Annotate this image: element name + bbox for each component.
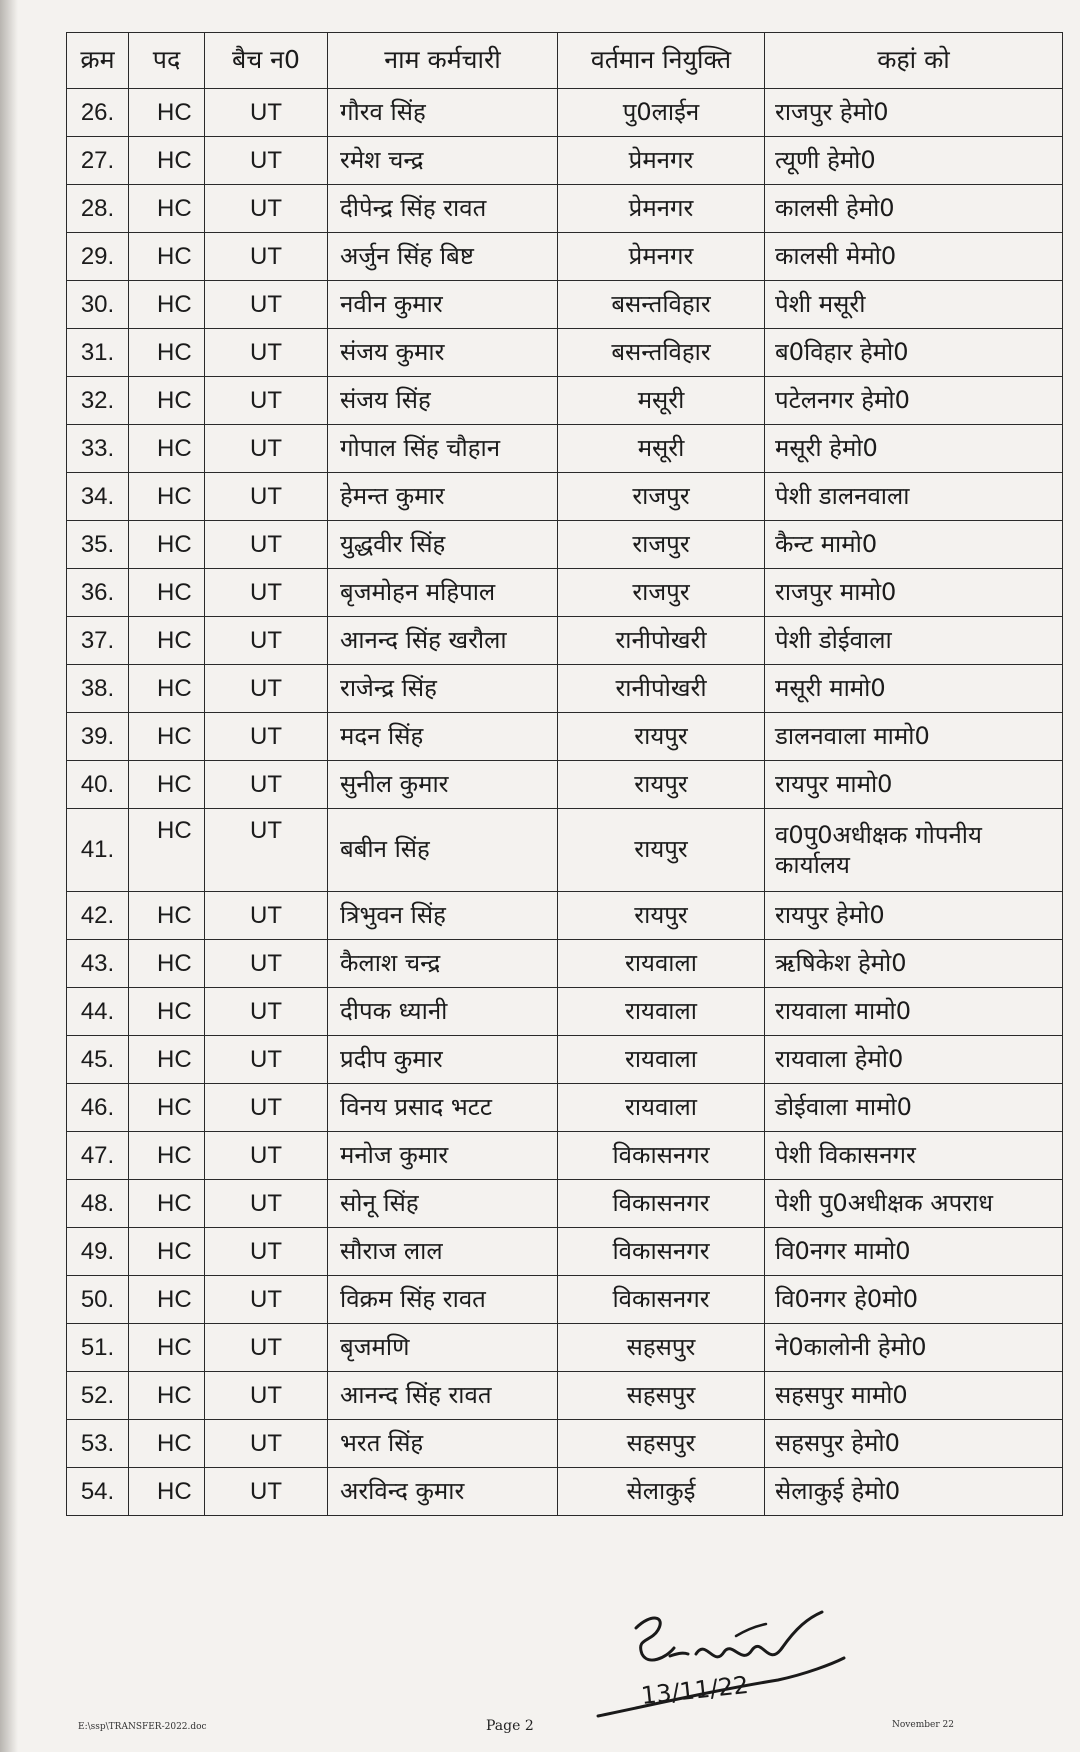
cell-serial: 33. [67,425,129,473]
header-serial: क्रम [67,33,129,89]
table-row [67,425,1063,473]
cell-batch: UT [205,569,328,617]
cell-current-posting: सहसपुर [558,1420,765,1468]
cell-destination: ब0विहार हेमो0 [765,329,1063,377]
cell-current-posting: विकासनगर [558,1276,765,1324]
cell-post: HC [129,473,205,521]
table-row [67,281,1063,329]
cell-employee-name: संजय सिंह [328,377,558,425]
cell-post: HC [129,329,205,377]
cell-current-posting: रानीपोखरी [558,665,765,713]
cell-serial: 28. [67,185,129,233]
cell-batch: UT [205,1180,328,1228]
cell-employee-name: आनन्द सिंह रावत [328,1372,558,1420]
cell-serial: 51. [67,1324,129,1372]
cell-batch: UT [205,761,328,809]
cell-current-posting: रानीपोखरी [558,617,765,665]
cell-post: HC [129,521,205,569]
cell-employee-name: भरत सिंह [328,1420,558,1468]
cell-post: HC [129,137,205,185]
cell-employee-name: रमेश चन्द्र [328,137,558,185]
cell-batch: UT [205,1276,328,1324]
cell-current-posting: मसूरी [558,377,765,425]
table-row [67,761,1063,809]
cell-batch: UT [205,281,328,329]
cell-current-posting: प्रेमनगर [558,233,765,281]
cell-current-posting: पु0लाईन [558,89,765,137]
table-row [67,1180,1063,1228]
cell-destination: पेशी मसूरी [765,281,1063,329]
footer-page-number: Page 2 [486,1718,534,1734]
cell-employee-name: कैलाश चन्द्र [328,940,558,988]
cell-post: HC [129,809,205,892]
cell-batch: UT [205,425,328,473]
cell-batch: UT [205,1420,328,1468]
cell-destination: कालसी मेमो0 [765,233,1063,281]
cell-employee-name: सोनू सिंह [328,1180,558,1228]
cell-serial: 27. [67,137,129,185]
cell-serial: 48. [67,1180,129,1228]
cell-serial: 46. [67,1084,129,1132]
cell-current-posting: रायवाला [558,988,765,1036]
cell-post: HC [129,1036,205,1084]
cell-current-posting: विकासनगर [558,1228,765,1276]
cell-employee-name: गौरव सिंह [328,89,558,137]
cell-destination: रायपुर हेमो0 [765,892,1063,940]
cell-post: HC [129,185,205,233]
cell-employee-name: युद्धवीर सिंह [328,521,558,569]
cell-batch: UT [205,988,328,1036]
cell-post: HC [129,1420,205,1468]
cell-current-posting: रायपुर [558,713,765,761]
cell-current-posting: विकासनगर [558,1180,765,1228]
cell-post: HC [129,1084,205,1132]
cell-batch: UT [205,713,328,761]
cell-post: HC [129,892,205,940]
cell-post: HC [129,1468,205,1516]
cell-serial: 49. [67,1228,129,1276]
cell-batch: UT [205,137,328,185]
header-post: पद [129,33,205,89]
cell-post: HC [129,1132,205,1180]
table-row [67,569,1063,617]
cell-destination: रायपुर मामो0 [765,761,1063,809]
cell-post: HC [129,233,205,281]
table-row [67,137,1063,185]
cell-destination: वि0नगर मामो0 [765,1228,1063,1276]
table-row [67,892,1063,940]
transfer-table [66,32,1063,1516]
cell-serial: 53. [67,1420,129,1468]
cell-serial: 50. [67,1276,129,1324]
cell-current-posting: राजपुर [558,473,765,521]
cell-serial: 47. [67,1132,129,1180]
cell-current-posting: बसन्तविहार [558,329,765,377]
header-destination: कहां को [765,33,1063,89]
cell-post: HC [129,1228,205,1276]
cell-employee-name: मदन सिंह [328,713,558,761]
cell-current-posting: रायवाला [558,940,765,988]
cell-post: HC [129,665,205,713]
cell-employee-name: अर्जुन सिंह बिष्ट [328,233,558,281]
cell-current-posting: रायवाला [558,1084,765,1132]
table-row [67,1228,1063,1276]
cell-current-posting: रायपुर [558,761,765,809]
cell-current-posting: सहसपुर [558,1372,765,1420]
cell-batch: UT [205,892,328,940]
header-batch: बैच न0 [205,33,328,89]
header-current-posting: वर्तमान नियुक्ति [558,33,765,89]
cell-serial: 43. [67,940,129,988]
table-body [67,89,1063,1516]
cell-serial: 54. [67,1468,129,1516]
table-row [67,1276,1063,1324]
signature [596,1608,846,1726]
cell-batch: UT [205,665,328,713]
cell-current-posting: सेलाकुई [558,1468,765,1516]
cell-post: HC [129,425,205,473]
cell-employee-name: सुनील कुमार [328,761,558,809]
cell-batch: UT [205,185,328,233]
cell-batch: UT [205,89,328,137]
cell-current-posting: विकासनगर [558,1132,765,1180]
table-row [67,940,1063,988]
cell-serial: 31. [67,329,129,377]
cell-serial: 30. [67,281,129,329]
cell-post: HC [129,940,205,988]
table-row [67,1084,1063,1132]
cell-batch: UT [205,940,328,988]
table-row [67,89,1063,137]
cell-destination: पेशी पु0अधीक्षक अपराध [765,1180,1063,1228]
footer-file-path: E:\ssp\TRANSFER-2022.doc [78,1722,207,1732]
cell-serial: 42. [67,892,129,940]
cell-employee-name: दीपक ध्यानी [328,988,558,1036]
cell-serial: 34. [67,473,129,521]
cell-post: HC [129,281,205,329]
cell-employee-name: प्रदीप कुमार [328,1036,558,1084]
cell-destination: ने0कालोनी हेमो0 [765,1324,1063,1372]
cell-destination: रायवाला मामो0 [765,988,1063,1036]
cell-destination: रायवाला हेमो0 [765,1036,1063,1084]
cell-current-posting: सहसपुर [558,1324,765,1372]
cell-employee-name: बृजमोहन महिपाल [328,569,558,617]
cell-batch: UT [205,1468,328,1516]
cell-serial: 39. [67,713,129,761]
cell-serial: 41. [67,809,129,892]
cell-destination: कालसी हेमो0 [765,185,1063,233]
cell-post: HC [129,761,205,809]
cell-destination: कैन्ट मामो0 [765,521,1063,569]
cell-destination: पटेलनगर हेमो0 [765,377,1063,425]
cell-batch: UT [205,521,328,569]
table-row [67,988,1063,1036]
cell-employee-name: संजय कुमार [328,329,558,377]
cell-batch: UT [205,233,328,281]
cell-employee-name: विनय प्रसाद भटट [328,1084,558,1132]
cell-batch: UT [205,329,328,377]
cell-employee-name: बबीन सिंह [328,809,558,892]
cell-employee-name: आनन्द सिंह खरौला [328,617,558,665]
cell-current-posting: प्रेमनगर [558,137,765,185]
cell-batch: UT [205,1324,328,1372]
cell-batch: UT [205,377,328,425]
cell-employee-name: मनोज कुमार [328,1132,558,1180]
cell-destination: मसूरी मामो0 [765,665,1063,713]
cell-serial: 52. [67,1372,129,1420]
cell-serial: 44. [67,988,129,1036]
cell-post: HC [129,1324,205,1372]
cell-destination: मसूरी हेमो0 [765,425,1063,473]
cell-current-posting: राजपुर [558,521,765,569]
cell-post: HC [129,1276,205,1324]
cell-serial: 26. [67,89,129,137]
cell-employee-name: गोपाल सिंह चौहान [328,425,558,473]
table-row [67,185,1063,233]
cell-current-posting: राजपुर [558,569,765,617]
cell-employee-name: राजेन्द्र सिंह [328,665,558,713]
cell-serial: 32. [67,377,129,425]
table-row [67,1036,1063,1084]
cell-post: HC [129,617,205,665]
cell-destination: त्यूणी हेमो0 [765,137,1063,185]
cell-batch: UT [205,1228,328,1276]
cell-batch: UT [205,1372,328,1420]
cell-destination: ऋषिकेश हेमो0 [765,940,1063,988]
cell-employee-name: विक्रम सिंह रावत [328,1276,558,1324]
cell-serial: 45. [67,1036,129,1084]
cell-destination: पेशी डोईवाला [765,617,1063,665]
table-row [67,617,1063,665]
cell-destination: व0पु0अधीक्षक गोपनीय कार्यालय [765,809,1063,892]
cell-destination: राजपुर हेमो0 [765,89,1063,137]
cell-post: HC [129,377,205,425]
cell-destination: डालनवाला मामो0 [765,713,1063,761]
cell-serial: 40. [67,761,129,809]
table-row [67,809,1063,892]
cell-employee-name: बृजमणि [328,1324,558,1372]
cell-employee-name: दीपेन्द्र सिंह रावत [328,185,558,233]
table-row [67,329,1063,377]
cell-destination: पेशी डालनवाला [765,473,1063,521]
cell-serial: 36. [67,569,129,617]
cell-post: HC [129,988,205,1036]
cell-destination: पेशी विकासनगर [765,1132,1063,1180]
table-row [67,1372,1063,1420]
cell-current-posting: मसूरी [558,425,765,473]
table-row [67,473,1063,521]
table-row [67,521,1063,569]
table-row [67,1420,1063,1468]
signature-date: 13/11/22 [639,1670,750,1710]
cell-employee-name: नवीन कुमार [328,281,558,329]
cell-batch: UT [205,1132,328,1180]
cell-post: HC [129,713,205,761]
cell-current-posting: रायपुर [558,892,765,940]
cell-employee-name: त्रिभुवन सिंह [328,892,558,940]
footer-date: November 22 [892,1720,954,1730]
cell-employee-name: हेमन्त कुमार [328,473,558,521]
table-row [67,1132,1063,1180]
table-header-row [67,33,1063,89]
cell-destination: डोईवाला मामो0 [765,1084,1063,1132]
cell-current-posting: रायपुर [558,809,765,892]
table-row [67,1468,1063,1516]
cell-post: HC [129,1372,205,1420]
cell-post: HC [129,569,205,617]
cell-serial: 37. [67,617,129,665]
cell-destination: राजपुर मामो0 [765,569,1063,617]
header-name: नाम कर्मचारी [328,33,558,89]
cell-employee-name: अरविन्द कुमार [328,1468,558,1516]
table-row [67,377,1063,425]
cell-destination: सेलाकुई हेमो0 [765,1468,1063,1516]
cell-destination: वि0नगर हे0मो0 [765,1276,1063,1324]
cell-employee-name: सौराज लाल [328,1228,558,1276]
cell-batch: UT [205,617,328,665]
table-row [67,233,1063,281]
cell-batch: UT [205,809,328,892]
table-row [67,665,1063,713]
cell-batch: UT [205,1036,328,1084]
cell-batch: UT [205,1084,328,1132]
cell-serial: 29. [67,233,129,281]
cell-serial: 38. [67,665,129,713]
cell-batch: UT [205,473,328,521]
cell-post: HC [129,1180,205,1228]
cell-current-posting: प्रेमनगर [558,185,765,233]
cell-destination: सहसपुर हेमो0 [765,1420,1063,1468]
cell-destination: सहसपुर मामो0 [765,1372,1063,1420]
cell-current-posting: बसन्तविहार [558,281,765,329]
table-row [67,713,1063,761]
cell-serial: 35. [67,521,129,569]
table-row [67,1324,1063,1372]
cell-post: HC [129,89,205,137]
cell-current-posting: रायवाला [558,1036,765,1084]
page-edge-shadow [0,0,18,1752]
